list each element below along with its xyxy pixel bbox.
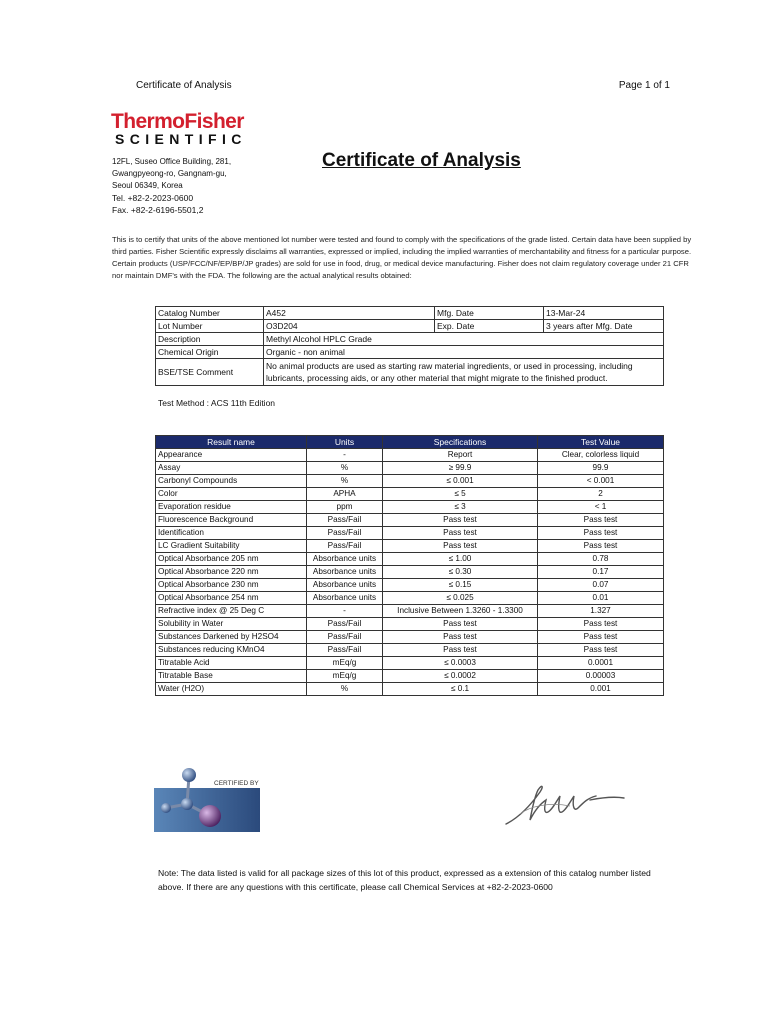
col-header-result-name: Result name: [156, 436, 307, 449]
test-value-cell: Pass test: [538, 514, 664, 527]
test-method: Test Method : ACS 11th Edition: [158, 398, 276, 408]
col-header-units: Units: [307, 436, 383, 449]
result-name-cell: Identification: [156, 527, 307, 540]
thermofisher-logo: ThermoFisher: [111, 110, 244, 133]
result-name-cell: Optical Absorbance 254 nm: [156, 592, 307, 605]
results-header-row: [156, 436, 664, 449]
units-cell: mEq/g: [307, 670, 383, 683]
result-row: [156, 566, 664, 579]
specification-cell: ≤ 0.1: [383, 683, 538, 696]
result-name-cell: Titratable Base: [156, 670, 307, 683]
test-value-cell: Pass test: [538, 527, 664, 540]
result-row: [156, 657, 664, 670]
test-value-cell: Clear, colorless liquid: [538, 449, 664, 462]
test-value-cell: < 1: [538, 501, 664, 514]
result-row: [156, 605, 664, 618]
result-name-cell: Solubility in Water: [156, 618, 307, 631]
info-row: [156, 333, 664, 346]
units-cell: Pass/Fail: [307, 514, 383, 527]
result-name-cell: Water (H2O): [156, 683, 307, 696]
result-row: [156, 514, 664, 527]
catalog-label: Catalog Number: [156, 307, 264, 320]
test-value-cell: < 0.001: [538, 475, 664, 488]
units-cell: mEq/g: [307, 657, 383, 670]
specification-cell: ≤ 3: [383, 501, 538, 514]
test-value-cell: 2: [538, 488, 664, 501]
exp-date-label: Exp. Date: [435, 320, 544, 333]
test-value-cell: Pass test: [538, 631, 664, 644]
col-header-test-value: Test Value: [538, 436, 664, 449]
test-value-cell: Pass test: [538, 540, 664, 553]
result-name-cell: LC Gradient Suitability: [156, 540, 307, 553]
result-row: [156, 462, 664, 475]
units-cell: %: [307, 462, 383, 475]
address-fax: Fax. +82-2-6196-5501,2: [112, 205, 204, 215]
result-row: [156, 475, 664, 488]
result-row: [156, 540, 664, 553]
test-value-cell: 99.9: [538, 462, 664, 475]
result-name-cell: Optical Absorbance 220 nm: [156, 566, 307, 579]
specification-cell: Pass test: [383, 644, 538, 657]
result-name-cell: Color: [156, 488, 307, 501]
test-value-cell: 0.0001: [538, 657, 664, 670]
test-value-cell: Pass test: [538, 618, 664, 631]
specification-cell: ≤ 0.001: [383, 475, 538, 488]
results-body: [156, 449, 664, 696]
certified-by-text: CERTIFIED BY: [214, 780, 259, 787]
result-row: [156, 449, 664, 462]
specification-cell: Report: [383, 449, 538, 462]
test-value-cell: 0.17: [538, 566, 664, 579]
test-value-cell: 0.78: [538, 553, 664, 566]
description-label: Description: [156, 333, 264, 346]
product-info-table: [155, 306, 664, 386]
result-name-cell: Appearance: [156, 449, 307, 462]
address-tel: Tel. +82-2-2023-0600: [112, 193, 194, 203]
mfg-date-label: Mfg. Date: [435, 307, 544, 320]
bse-tse-value: No animal products are used as starting raw material ingredients, or used in processing, including lubricants, processing aids, or any other material that might migrate to the finished product.: [264, 359, 664, 386]
info-row: [156, 359, 664, 386]
info-row: [156, 320, 664, 333]
result-name-cell: Optical Absorbance 230 nm: [156, 579, 307, 592]
specification-cell: Pass test: [383, 540, 538, 553]
units-cell: %: [307, 475, 383, 488]
units-cell: Pass/Fail: [307, 527, 383, 540]
address-line-3: Seoul 06349, Korea: [112, 181, 183, 190]
col-header-specifications: Specifications: [383, 436, 538, 449]
catalog-value: A452: [264, 307, 435, 320]
specification-cell: ≤ 5: [383, 488, 538, 501]
scientific-logo-text: SCIENTIFIC: [115, 131, 247, 147]
intro-paragraph: This is to certify that units of the above mentioned lot number were tested and found to comply with the specifications of the grade listed. Certain data have been supplied by third parties. Fisher Scientific expressly disclaims all warranties, expressed or implied, including the implied warranties of merchantability and fitness for a particular purpose. Certain products (USP/FCC/NF/EP/BP/JP grades) are sold for use in food, drug, or medical device manufacturing. Fisher does not claim regulatory coverage under 21 CFR nor maintain DMF's with the FDA. The following are the actual analytical results obtained:: [112, 235, 692, 280]
specification-cell: Pass test: [383, 631, 538, 644]
specification-cell: ≤ 0.0003: [383, 657, 538, 670]
mfg-date-value: 13-Mar-24: [544, 307, 664, 320]
company-address: [112, 156, 231, 216]
result-row: [156, 592, 664, 605]
description-value: Methyl Alcohol HPLC Grade: [264, 333, 664, 346]
units-cell: Pass/Fail: [307, 631, 383, 644]
header-doc-label: Certificate of Analysis: [136, 80, 232, 91]
chemical-origin-value: Organic - non animal: [264, 346, 664, 359]
units-cell: Pass/Fail: [307, 618, 383, 631]
test-value-cell: 0.07: [538, 579, 664, 592]
address-line-1: 12FL, Suseo Office Building, 281,: [112, 157, 232, 166]
info-row: [156, 346, 664, 359]
result-name-cell: Titratable Acid: [156, 657, 307, 670]
units-cell: Pass/Fail: [307, 644, 383, 657]
result-name-cell: Substances reducing KMnO4: [156, 644, 307, 657]
result-name-cell: Substances Darkened by H2SO4: [156, 631, 307, 644]
chemical-origin-label: Chemical Origin: [156, 346, 264, 359]
units-cell: Absorbance units: [307, 592, 383, 605]
units-cell: %: [307, 683, 383, 696]
result-row: [156, 553, 664, 566]
units-cell: -: [307, 449, 383, 462]
units-cell: Absorbance units: [307, 553, 383, 566]
info-row: [156, 307, 664, 320]
result-row: [156, 527, 664, 540]
address-line-2: Gwangpyeong-ro, Gangnam-gu,: [112, 169, 227, 178]
lot-label: Lot Number: [156, 320, 264, 333]
units-cell: Absorbance units: [307, 579, 383, 592]
header-page-number: Page 1 of 1: [618, 80, 670, 91]
test-value-cell: 0.01: [538, 592, 664, 605]
units-cell: ppm: [307, 501, 383, 514]
test-value-cell: 0.00003: [538, 670, 664, 683]
certification-logo: [154, 762, 260, 834]
result-name-cell: Carbonyl Compounds: [156, 475, 307, 488]
specification-cell: Inclusive Between 1.3260 - 1.3300: [383, 605, 538, 618]
units-cell: Pass/Fail: [307, 540, 383, 553]
result-row: [156, 644, 664, 657]
specification-cell: ≤ 0.0002: [383, 670, 538, 683]
test-value-cell: 1.327: [538, 605, 664, 618]
signature: [500, 776, 630, 832]
specification-cell: ≤ 1.00: [383, 553, 538, 566]
result-name-cell: Evaporation residue: [156, 501, 307, 514]
exp-date-value: 3 years after Mfg. Date: [544, 320, 664, 333]
units-cell: -: [307, 605, 383, 618]
result-name-cell: Refractive index @ 25 Deg C: [156, 605, 307, 618]
result-name-cell: Fluorescence Background: [156, 514, 307, 527]
result-row: [156, 631, 664, 644]
units-cell: APHA: [307, 488, 383, 501]
specification-cell: Pass test: [383, 527, 538, 540]
specification-cell: ≤ 0.025: [383, 592, 538, 605]
result-row: [156, 618, 664, 631]
test-value-cell: 0.001: [538, 683, 664, 696]
result-row: [156, 501, 664, 514]
units-cell: Absorbance units: [307, 566, 383, 579]
test-value-cell: Pass test: [538, 644, 664, 657]
specification-cell: ≤ 0.15: [383, 579, 538, 592]
specification-cell: Pass test: [383, 618, 538, 631]
bse-tse-label: BSE/TSE Comment: [156, 359, 264, 386]
result-row: [156, 683, 664, 696]
specification-cell: ≥ 99.9: [383, 462, 538, 475]
results-table: [155, 435, 664, 696]
footer-note: Note: The data listed is valid for all package sizes of this lot of this product, expressed as a extension of this catalog number listed above. If there are any questions with this certificate, please call Chemical Services at +82-2-2023-0600: [158, 868, 651, 892]
page-title: Certificate of Analysis: [322, 150, 521, 171]
result-name-cell: Assay: [156, 462, 307, 475]
result-name-cell: Optical Absorbance 205 nm: [156, 553, 307, 566]
lot-value: O3D204: [264, 320, 435, 333]
result-row: [156, 670, 664, 683]
specification-cell: ≤ 0.30: [383, 566, 538, 579]
result-row: [156, 579, 664, 592]
specification-cell: Pass test: [383, 514, 538, 527]
result-row: [156, 488, 664, 501]
